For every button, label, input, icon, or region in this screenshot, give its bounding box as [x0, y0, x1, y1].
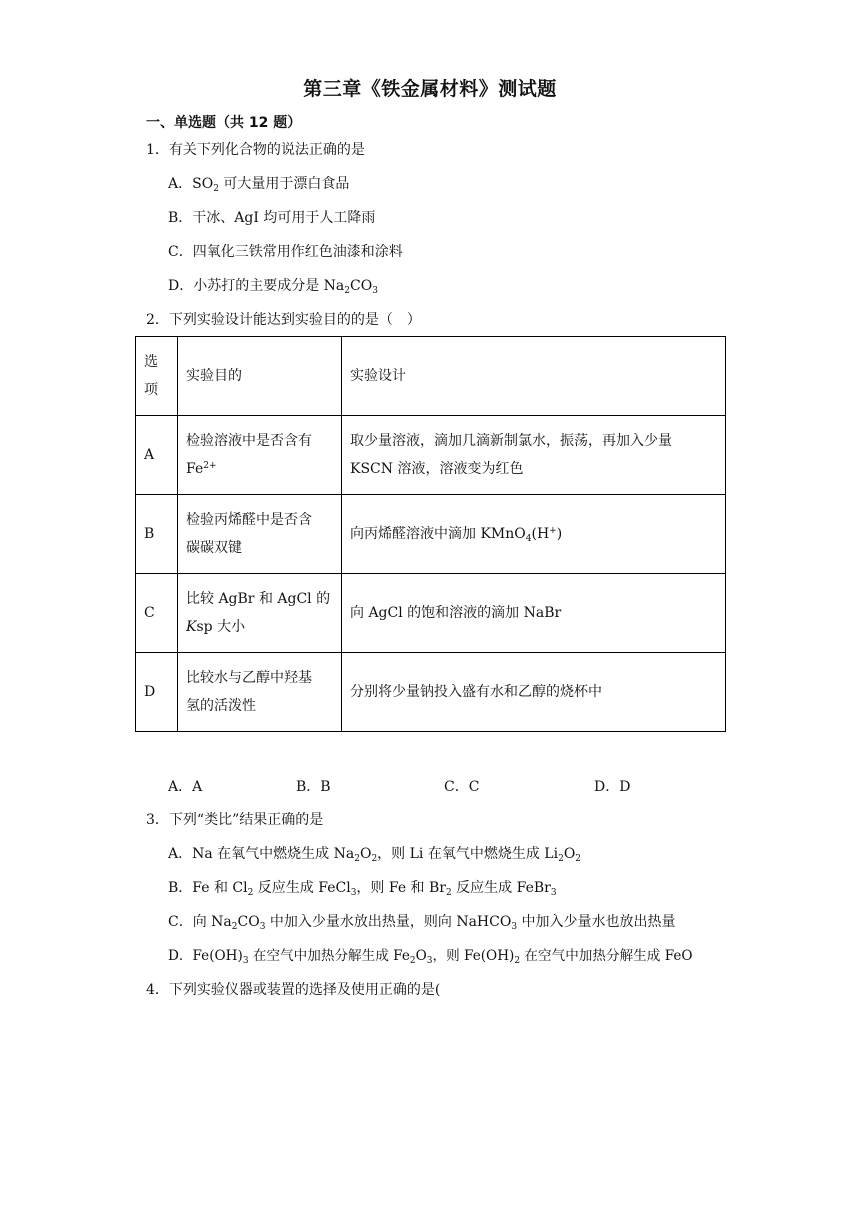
header-purpose: 实验目的 [178, 337, 342, 416]
header-option: 选 项 [136, 337, 178, 416]
experiment-table [135, 336, 726, 732]
question-1-option-c: C．四氧化三铁常用作红色油漆和涂料 [168, 244, 403, 260]
row-key: D [136, 653, 178, 732]
table-row [136, 495, 726, 574]
question-2-choice-c: C．C [444, 779, 480, 795]
question-2-choice-b: B．B [296, 779, 331, 795]
table-header-row [136, 337, 726, 416]
question-3-option-b: B．Fe 和 $Cl_2$ 反应生成 FeCl$_3$，则 Fe 和 $Br_2$ 反应生成 FeBr$_3$ [168, 880, 557, 898]
question-2-choice-d: D．D [594, 779, 631, 795]
row-purpose: 检验丙烯醛中是否含 碳碳双键 [178, 495, 342, 574]
row-purpose: 检验溶液中是否含有 $Fe^{2+}$ [178, 416, 342, 495]
table-row [136, 416, 726, 495]
question-4-stem: 4．下列实验仪器或装置的选择及使用正确的是( [146, 982, 441, 998]
table-row [136, 653, 726, 732]
question-1-option-d: D．小苏打的主要成分是 $Na_2CO_3$ [168, 278, 378, 296]
question-1-stem: 1．有关下列化合物的说法正确的是 [146, 142, 365, 158]
question-3-option-c: C．向 $Na_2CO_3$ 中加入少量水放出热量，则向 NaHCO$_3$ 中加入少量水也放出热量 [168, 914, 676, 932]
row-purpose: 比较 AgBr 和 AgCl 的 Ksp 大小 [178, 574, 342, 653]
question-2-stem: 2．下列实验设计能达到实验目的的是（ ） [146, 312, 421, 328]
row-design: 取少量溶液，滴加几滴新制氯水，振荡，再加入少量 KSCN 溶液，溶液变为红色 [342, 416, 726, 495]
row-design: 向 AgCl 的饱和溶液的滴加 NaBr [342, 574, 726, 653]
header-design: 实验设计 [342, 337, 726, 416]
row-design: 分别将少量钠投入盛有水和乙醇的烧杯中 [342, 653, 726, 732]
question-3-option-a: A．Na 在氧气中燃烧生成 $Na_2O_2$，则 Li 在氧气中燃烧生成 $Li_2O_2$ [168, 846, 582, 864]
question-1-option-b: B．干冰、AgI 均可用于人工降雨 [168, 210, 376, 226]
row-key: C [136, 574, 178, 653]
row-key: A [136, 416, 178, 495]
section-heading: 一、单选题（共 12 题） [146, 115, 302, 131]
question-3-option-d: D．$Fe(OH)_3$ 在空气中加热分解生成 $Fe_2O_3$，则 $Fe(OH)_2$ 在空气中加热分解生成 FeO [168, 948, 693, 966]
page-title: 第三章《铁金属材料》测试题 [303, 78, 557, 100]
question-1-option-a: A．$SO_2$ 可大量用于漂白食品 [168, 176, 350, 194]
question-3-stem: 3．下列“类比”结果正确的是 [146, 812, 324, 828]
row-key: B [136, 495, 178, 574]
row-purpose: 比较水与乙醇中羟基 氢的活泼性 [178, 653, 342, 732]
question-2-choice-a: A．A [168, 779, 203, 795]
row-design: 向丙烯醛溶液中滴加 KMnO$_4$(H+) [342, 495, 726, 574]
table-row [136, 574, 726, 653]
